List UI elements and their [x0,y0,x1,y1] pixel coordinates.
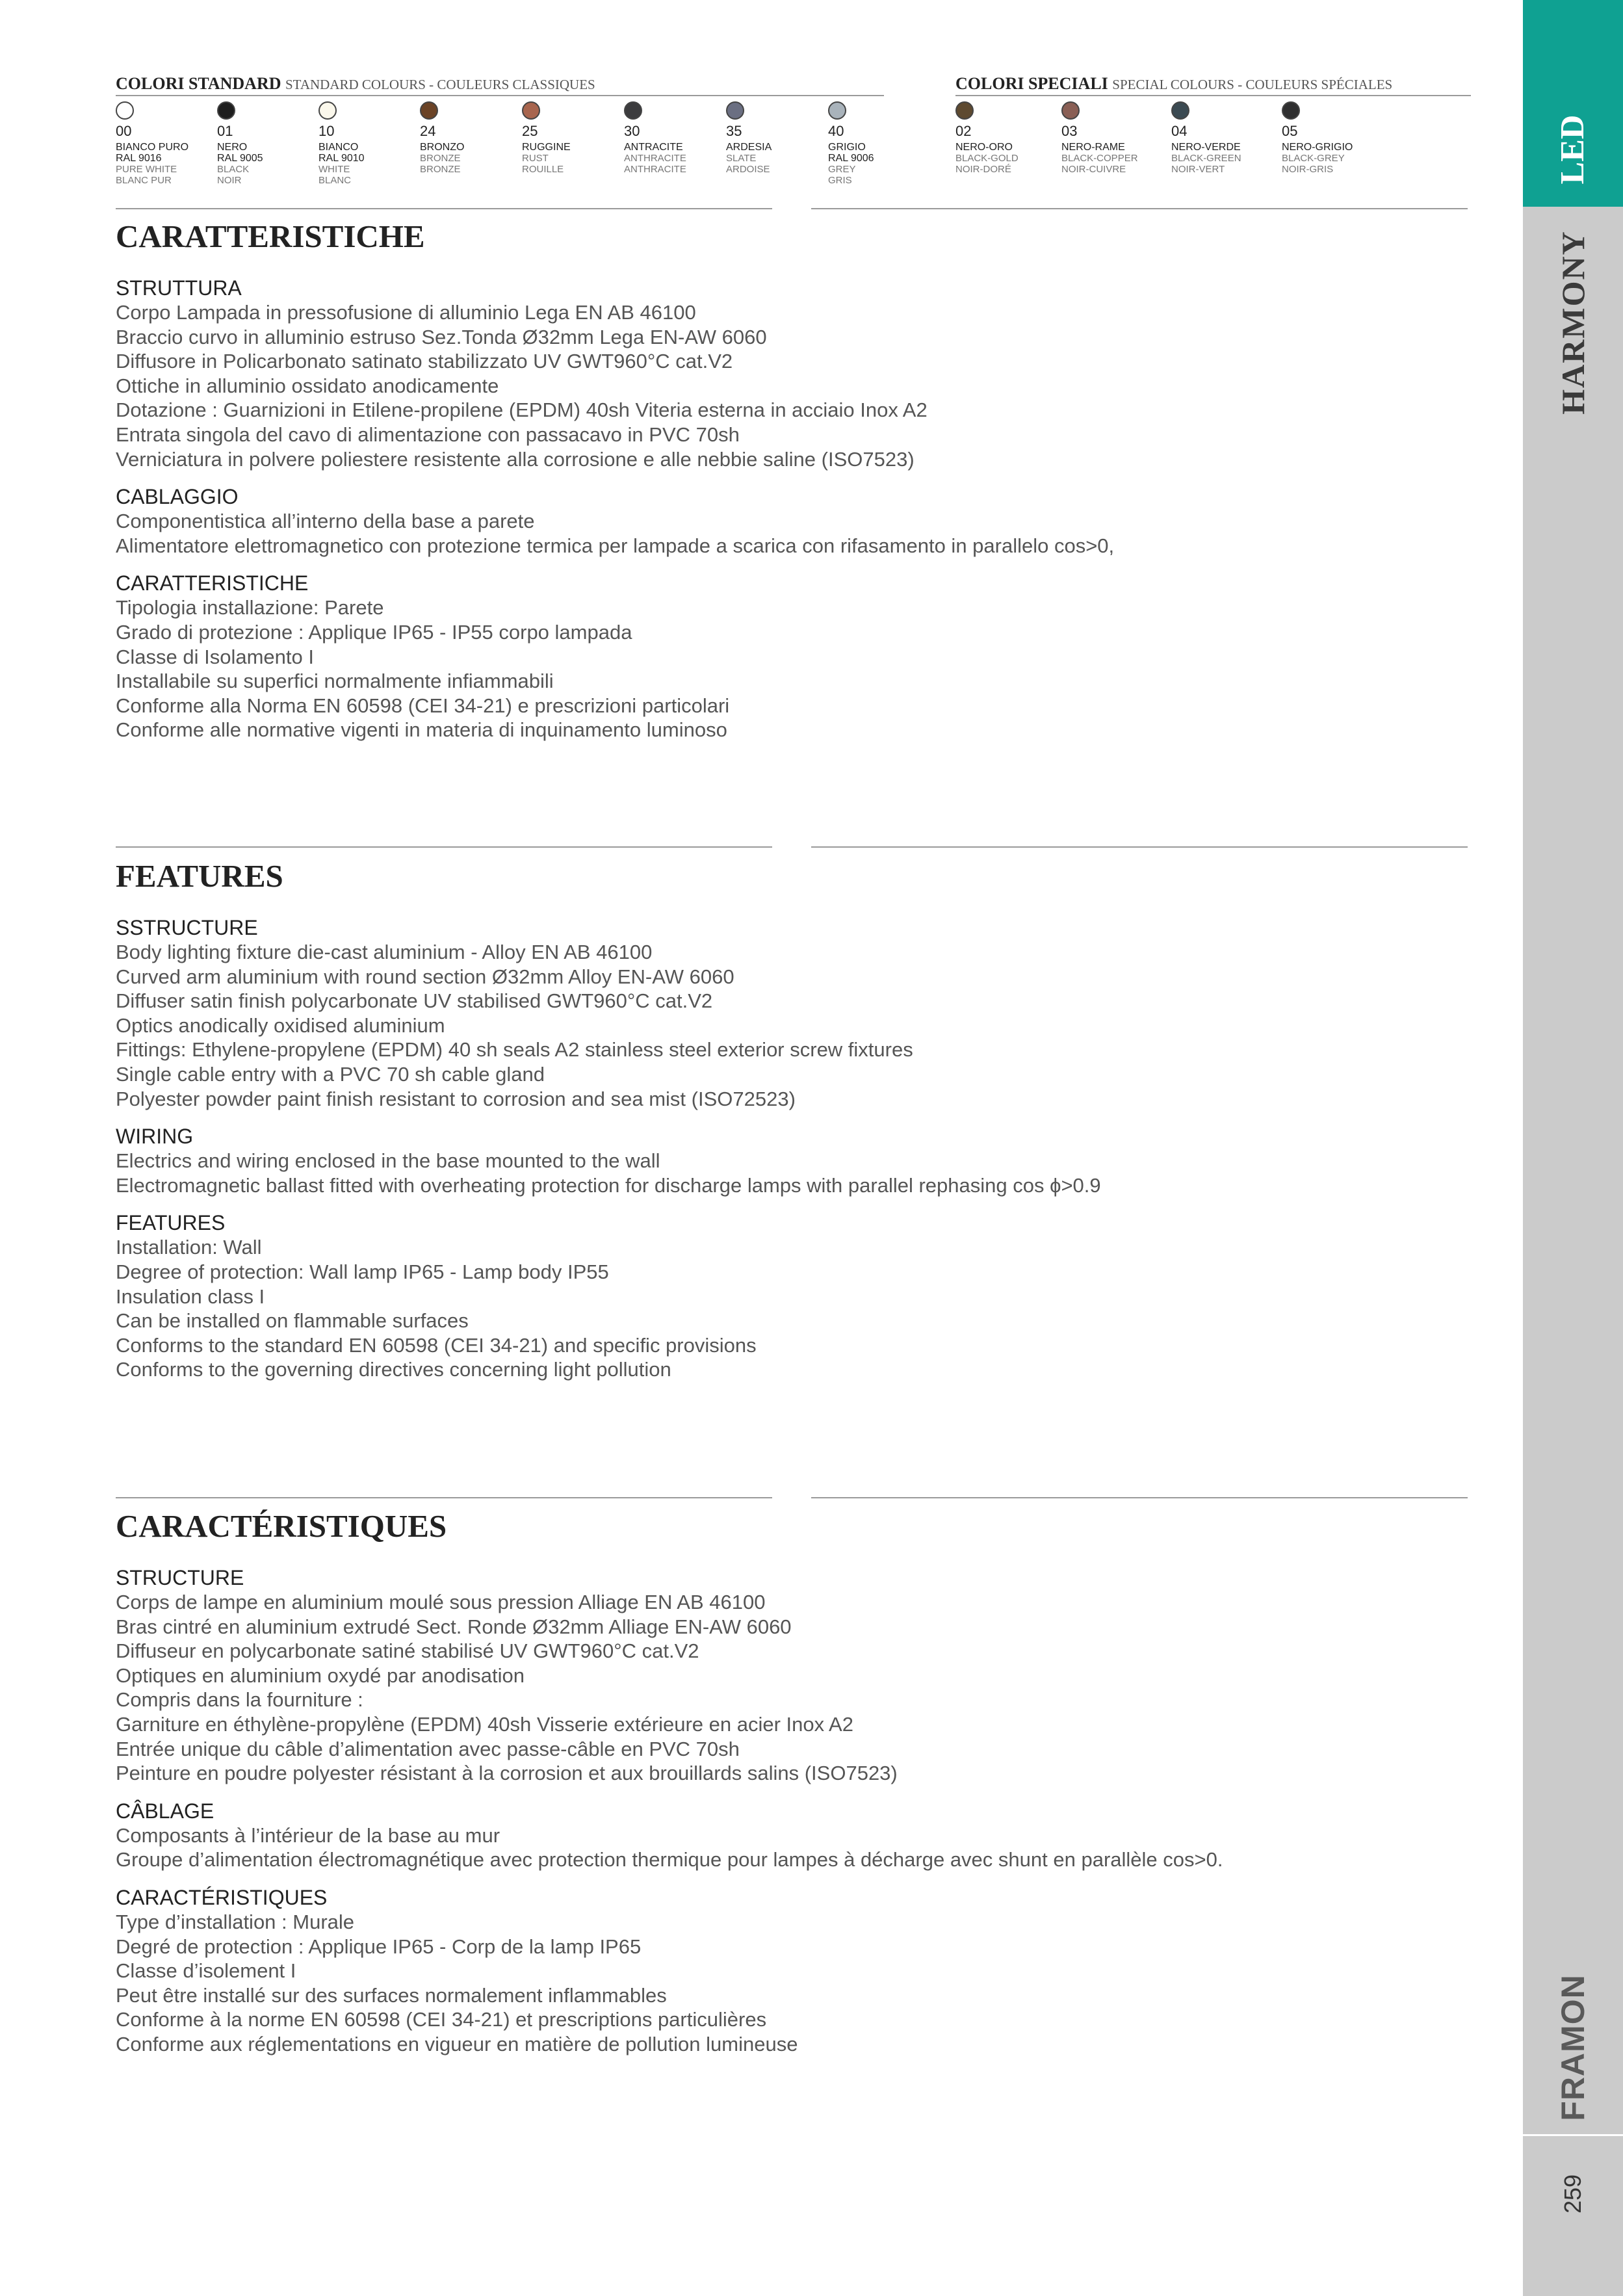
colour-code: 10 [318,123,335,139]
spec-line: Diffuser satin finish polycarbonate UV stabilised GWT960°C cat.V2 [116,989,713,1013]
standard-colours-heading: COLORI STANDARD [116,74,281,93]
spec-line: Installabile su superfici normalmente infiammabili [116,670,554,693]
colour-code: 04 [1171,123,1188,139]
spec-line: Installation: Wall [116,1236,262,1259]
colour-name-fr: ARDOISE [726,164,770,175]
spec-line: Corps de lampe en aluminium moulé sous pression Alliage EN AB 46100 [116,1591,766,1613]
group-heading: WIRING [116,1125,194,1149]
colour-name-en: SLATE [726,153,757,164]
colour-code: 40 [828,123,844,139]
divider-rule [116,1497,772,1498]
group-heading: SSTRUCTURE [116,916,258,939]
spec-line: Conforms to the standard EN 60598 (CEI 34-21) and specific provisions [116,1333,757,1357]
spec-line: Peut être installé sur des surfaces normalement inflammables [116,1983,667,2007]
colour-name-fr: NOIR-CUIVRE [1061,164,1126,175]
spec-group [116,915,1481,1111]
spec-line: Electromagnetic ballast fitted with overheating protection for discharge lamps with parallel rephasing cos ϕ>0.9 [116,1173,1101,1197]
spec-line: Optiques en aluminium oxydé par anodisation [116,1663,525,1687]
special-colours-title [955,74,1392,94]
colour-code: 02 [955,123,972,139]
colour-dot [116,101,134,120]
standard-colours-title [116,74,595,94]
spec-line: Degré de protection : Applique IP65 - Corp de la lamp IP65 [116,1935,642,1958]
colour-name: BIANCO [318,142,359,153]
group-heading: STRUCTURE [116,1566,244,1589]
colour-dot [726,101,744,120]
special-colours-rule [955,95,1471,96]
colour-dot [522,101,540,120]
standard-colours-subtitle: STANDARD COLOURS - COULEURS CLASSIQUES [285,77,595,92]
colour-name-en: BRONZE [420,153,461,164]
special-colours-subtitle: SPECIAL COLOURS - COULEURS SPÉCIALES [1112,77,1393,92]
spec-line: Alimentatore elettromagnetico con protezione termica per lampade a scarica con rifasamento in parallelo cos>0, [116,534,1115,557]
colour-name: BRONZO [420,142,465,153]
product-name: HARMONY [1555,230,1591,415]
side-bar [1523,0,1623,2296]
colour-code: 01 [217,123,233,139]
spec-line: Bras cintré en aluminium extrudé Sect. Ronde Ø32mm Alliage EN-AW 6060 [116,1615,792,1638]
colour-dot [955,101,974,120]
colour-name-fr: ANTHRACITE [624,164,686,175]
colour-swatch-40 [828,101,958,186]
spec-line: Conforme aux réglementations en vigueur en matière de pollution lumineuse [116,2032,798,2055]
colour-name-en: BLACK-COPPER [1061,153,1138,164]
colour-dot [1282,101,1300,120]
group-heading: STRUTTURA [116,276,242,300]
section-caracteristiques [116,1507,1481,2057]
colour-name-en: BLACK [217,164,250,175]
group-heading: CARACTÉRISTIQUES [116,1885,328,1909]
spec-line: Electrics and wiring enclosed in the base mounted to the wall [116,1149,660,1173]
colour-name: RUGGINE [522,142,571,153]
spec-line: Classe d’isolement I [116,1959,296,1983]
colour-code: 05 [1282,123,1298,139]
colour-name-en: PURE WHITE [116,164,177,175]
spec-line: Fittings: Ethylene-propylene (EPDM) 40 sh seals A2 stainless steel exterior screw fixtures [116,1038,913,1062]
colour-name-en: GREY [828,164,856,175]
colour-name-fr: ROUILLE [522,164,564,175]
group-heading: CABLAGGIO [116,485,239,509]
spec-group [116,1210,1481,1382]
colour-name-fr: NOIR-DORÉ [955,164,1011,175]
colour-name: ARDESIA [726,142,772,153]
spec-line: Curved arm aluminium with round section Ø32mm Alloy EN-AW 6060 [116,965,734,988]
group-heading: CÂBLAGE [116,1799,214,1823]
spec-line: Diffusore in Policarbonato satinato stabilizzato UV GWT960°C cat.V2 [116,350,733,373]
colour-name: NERO-ORO [955,142,1013,153]
divider-rule [116,846,772,848]
spec-line: Compris dans la fourniture : [116,1688,363,1712]
spec-line: Corpo Lampada in pressofusione di alluminio Lega EN AB 46100 [116,301,696,324]
colour-dot [1171,101,1189,120]
colour-ral: RAL 9005 [217,153,263,164]
spec-line: Degree of protection: Wall lamp IP65 - Lamp body IP55 [116,1260,609,1283]
colour-name: NERO-GRIGIO [1282,142,1353,153]
colour-name-en: WHITE [318,164,350,175]
spec-group [116,276,1481,471]
spec-line: Conforme alla Norma EN 60598 (CEI 34-21) e prescrizioni particolari [116,694,730,717]
spec-group [116,484,1481,558]
colour-name-en: BLACK-GOLD [955,153,1019,164]
spec-line: Entrée unique du câble d’alimentation avec passe-câble en PVC 70sh [116,1737,740,1760]
spec-line: Classe di Isolamento I [116,645,314,668]
spec-line: Componentistica all’interno della base a parete [116,510,535,533]
section-title: FEATURES [116,858,283,894]
spec-line: Conforme alle normative vigenti in materia di inquinamento luminoso [116,718,727,742]
colour-dot [828,101,846,120]
spec-line: Dotazione : Guarnizioni in Etilene-propilene (EPDM) 40sh Viteria esterna in acciaio Inox A2 [116,398,928,422]
section-title: CARATTERISTICHE [116,218,425,254]
led-label: LED [1554,114,1591,185]
spec-line: Insulation class I [116,1285,265,1308]
colour-name-fr: BLANC [318,175,352,186]
spec-line: Single cable entry with a PVC 70 sh cable gland [116,1062,545,1086]
colour-dot [318,101,337,120]
section-caratteristiche [116,217,1481,742]
special-colours-heading: COLORI SPECIALI [955,74,1108,93]
spec-line: Composants à l’intérieur de la base au mur [116,1823,500,1847]
spec-line: Optics anodically oxidised aluminium [116,1013,445,1037]
colour-name-fr: NOIR-GRIS [1282,164,1334,175]
spec-line: Grado di protezione : Applique IP65 - IP55 corpo lampada [116,620,632,644]
section-title: CARACTÉRISTIQUES [116,1508,447,1544]
colour-name-fr: GRIS [828,175,852,186]
spec-group [116,1565,1481,1786]
section-features [116,857,1481,1382]
colour-name-fr: BLANC PUR [116,175,172,186]
colour-swatch-05 [1282,101,1412,175]
spec-line: Polyester powder paint finish resistant to corrosion and sea mist (ISO72523) [116,1087,796,1110]
colour-dot [1061,101,1080,120]
spec-line: Garniture en éthylène-propylène (EPDM) 40sh Visserie extérieure en acier Inox A2 [116,1712,853,1736]
colour-ral: RAL 9006 [828,153,874,164]
colour-ral: RAL 9010 [318,153,365,164]
divider-rule [811,208,1468,209]
spec-line: Conforms to the governing directives concerning light pollution [116,1358,671,1381]
colour-name: GRIGIO [828,142,866,153]
spec-group [116,1885,1481,2057]
divider-rule [116,208,772,209]
spec-line: Body lighting fixture die-cast aluminium - Alloy EN AB 46100 [116,941,653,963]
colour-name-en: BLACK-GREY [1282,153,1345,164]
spec-line: Diffuseur en polycarbonate satiné stabilisé UV GWT960°C cat.V2 [116,1639,699,1663]
colour-name: NERO [217,142,248,153]
colour-name-fr: NOIR [217,175,242,186]
spec-line: Peinture en poudre polyester résistant à la corrosion et aux brouillards salins (ISO7523) [116,1762,898,1785]
colour-code: 25 [522,123,538,139]
colour-name-fr: BRONZE [420,164,461,175]
standard-colours-rule [116,95,884,96]
colour-dot [624,101,642,120]
colour-code: 24 [420,123,436,139]
colour-code: 30 [624,123,640,139]
spec-line: Braccio curvo in alluminio estruso Sez.Tonda Ø32mm Lega EN-AW 6060 [116,325,767,348]
spec-line: Can be installed on flammable surfaces [116,1309,469,1333]
spec-group [116,1799,1481,1872]
colour-ral: RAL 9016 [116,153,162,164]
colour-dot [420,101,438,120]
colour-name-en: ANTHRACITE [624,153,686,164]
spec-group [116,1124,1481,1197]
colour-name: ANTRACITE [624,142,683,153]
led-tag [1523,0,1623,207]
divider-rule [811,846,1468,848]
colour-name-en: BLACK-GREEN [1171,153,1241,164]
spec-line: Verniciatura in polvere poliestere resistente alla corrosione e alle nebbie saline (ISO7523) [116,447,915,471]
spec-line: Groupe d’alimentation électromagnétique avec protection thermique pour lampes à décharge avec shunt en parallèle cos>0. [116,1848,1223,1872]
brand-logo: FRAMON [1555,1974,1591,2121]
colour-dot [217,101,235,120]
spec-line: Tipologia installazione: Parete [116,596,384,620]
colour-code: 03 [1061,123,1078,139]
colour-code: 00 [116,123,132,139]
spec-line: Entrata singola del cavo di alimentazione con passacavo in PVC 70sh [116,423,740,446]
colour-name: BIANCO PURO [116,142,189,153]
colour-name-en: RUST [522,153,549,164]
spec-line: Ottiche in alluminio ossidato anodicamente [116,374,499,397]
page-number: 259 [1559,2174,1586,2214]
group-heading: FEATURES [116,1211,226,1235]
colour-name: NERO-RAME [1061,142,1125,153]
colour-name: NERO-VERDE [1171,142,1241,153]
divider-rule [811,1497,1468,1498]
colour-code: 35 [726,123,742,139]
colour-name-fr: NOIR-VERT [1171,164,1225,175]
spec-line: Conforme à la norme EN 60598 (CEI 34-21) et prescriptions particulières [116,2008,767,2031]
group-heading: CARATTERISTICHE [116,571,309,595]
spec-group [116,571,1481,742]
spec-line: Type d’installation : Murale [116,1910,355,1933]
